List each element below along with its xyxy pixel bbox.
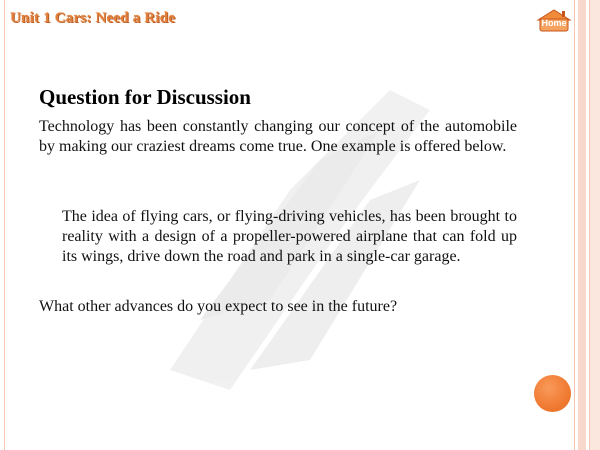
- unit-title: Unit 1 Cars: Need a Ride: [10, 10, 176, 26]
- intro-paragraph: Technology has been constantly changing our concept of the automobile by making our craziest dreams come true. One example is offered below.: [39, 118, 517, 155]
- next-slide-button[interactable]: [534, 375, 571, 412]
- right-decorative-stripes: [572, 0, 600, 450]
- home-button[interactable]: [535, 8, 573, 32]
- example-paragraph: The idea of flying cars, or flying-driving vehicles, has been brought to reality with a design of a propeller-powered airplane that can fold up its wings, drive down the road and park in a single-car garage.: [62, 208, 517, 265]
- left-border-rule: [4, 0, 5, 450]
- question-paragraph: What other advances do you expect to see in the future?: [39, 298, 398, 315]
- home-label: Home: [541, 18, 567, 28]
- discussion-heading: Question for Discussion: [39, 85, 251, 109]
